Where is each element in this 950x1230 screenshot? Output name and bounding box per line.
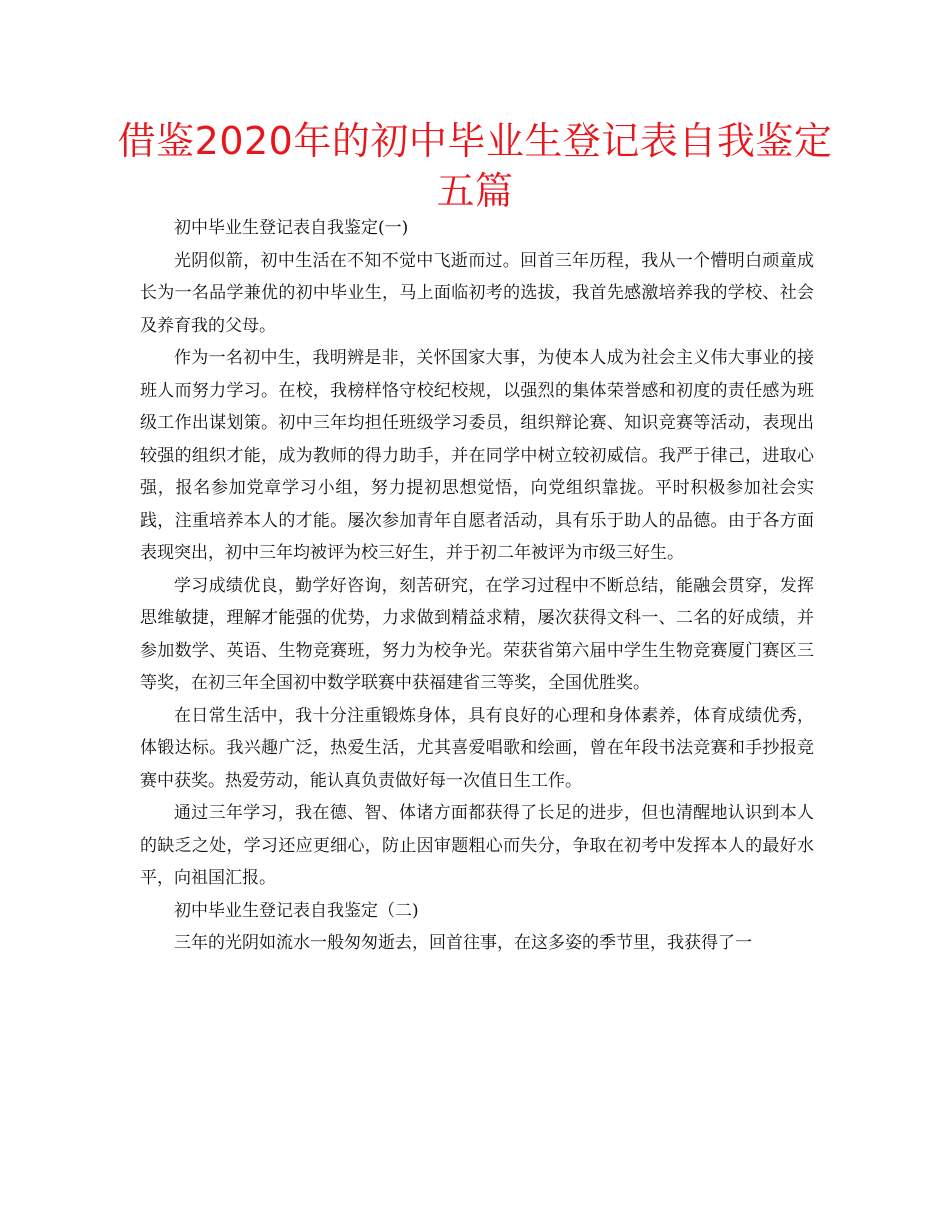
paragraph: 通过三年学习，我在德、智、体诸方面都获得了长足的进步，但也清醒地认识到本人的缺乏之处，学习还应更细心，防止因审题粗心而失分，争取在初考中发挥本人的最好水平，向祖国汇报。 <box>140 803 814 888</box>
paragraph: 学习成绩优良，勤学好咨询，刻苦研究，在学习过程中不断总结，能融会贯穿，发挥思维敏捷，理解才能强的优势，力求做到精益求精，屡次获得文科一、二名的好成绩，并参加数学、英语、生物竞赛班，努力为校争光。荣获省第六届中学生生物竞赛厦门赛区三等奖，在初三年全国初中数学联赛中获福建省三等奖，全国优胜奖。 <box>140 575 814 693</box>
document-title: 借鉴2020年的初中毕业生登记表自我鉴定五篇 <box>117 119 833 213</box>
paragraph: 作为一名初中生，我明辨是非，关怀国家大事，为使本人成为社会主义伟大事业的接班人而努力学习。在校，我榜样恪守校纪校规，以强烈的集体荣誉感和初度的责任感为班级工作出谋划策。初中三年均担任班级学习委员，组织辩论赛、知识竞赛等活动，表现出较强的组织才能，成为教师的得力助手，并在同学中树立较初威信。我严于律己，进取心强，报名参加党章学习小组，努力提初思想觉悟，向党组织靠拢。平时积极参加社会实践，注重培养本人的才能。屡次参加青年自愿者活动，具有乐于助人的品德。由于各方面表现突出，初中三年均被评为校三好生，并于初二年被评为市级三好生。 <box>140 348 814 563</box>
document-body <box>140 212 814 960</box>
paragraph: 三年的光阴如流水一般匆匆逝去，回首往事，在这多姿的季节里，我获得了一 <box>174 933 752 953</box>
section-heading-1: 初中毕业生登记表自我鉴定(一) <box>174 218 409 238</box>
paragraph: 光阴似箭，初中生活在不知不觉中飞逝而过。回首三年历程，我从一个懵明白顽童成长为一名品学兼优的初中毕业生，马上面临初考的选拔，我首先感激培养我的学校、社会及养育我的父母。 <box>140 250 814 336</box>
paragraph: 在日常生活中，我十分注重锻炼身体，具有良好的心理和身体素养，体育成绩优秀，体锻达标。我兴趣广泛，热爱生活，尤其喜爱唱歌和绘画，曾在年段书法竞赛和手抄报竞赛中获奖。热爱劳动，能认真负责做好每一次值日生工作。 <box>140 705 814 791</box>
section-heading-2: 初中毕业生登记表自我鉴定（二) <box>174 900 419 921</box>
